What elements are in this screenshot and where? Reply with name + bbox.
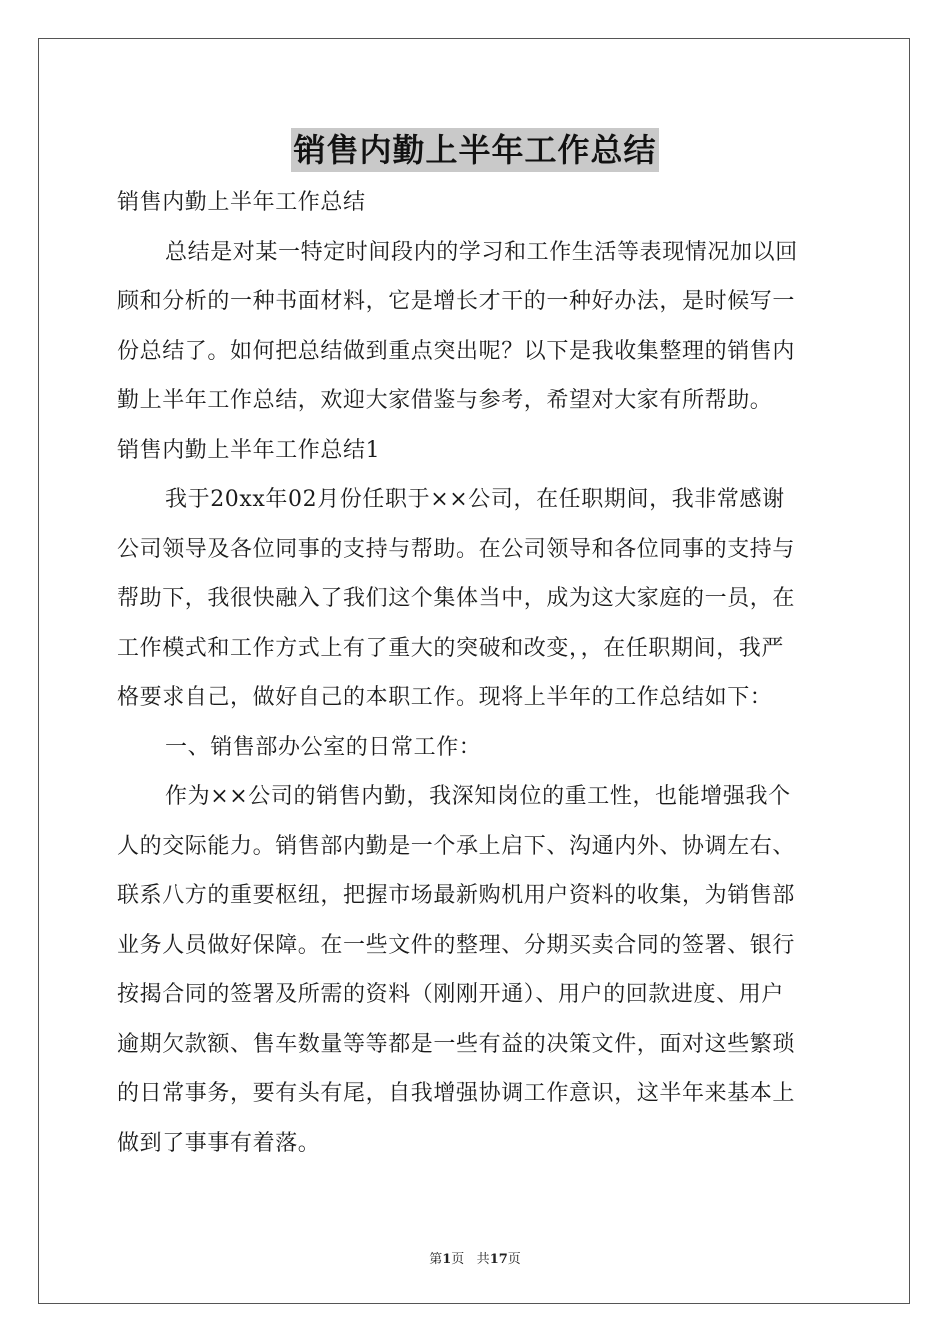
page-footer [0,1248,950,1267]
document-body [117,178,837,1168]
footer-total-prefix: 共 [476,1252,490,1267]
text-line: 格要求自己，做好自己的本职工作。现将上半年的工作总结如下： [117,685,773,710]
text-line: 一、销售部办公室的日常工作： [165,734,482,760]
footer-page-suffix: 页 [451,1252,465,1267]
footer-page-total: 17 [489,1252,508,1267]
text-line: 作为××公司的销售内勤，我深知岗位的重工性，也能增强我个 [165,784,791,809]
text-line: 销售内勤上半年工作总结1 [117,437,381,463]
text-line: 联系八方的重要枢纽，把握市场最新购机用户资料的收集，为销售部 [117,883,796,908]
text-line: 做到了事事有着落。 [117,1130,321,1156]
document-title: 销售内勤上半年工作总结 [291,128,658,172]
text-line: 顾和分析的一种书面材料，它是增长才干的一种好办法，是时候写一 [117,289,796,314]
text-line: 帮助下，我很快融入了我们这个集体当中，成为这大家庭的一员，在 [117,586,796,611]
title-container [0,128,950,172]
text-line: 总结是对某一特定时间段内的学习和工作生活等表现情况加以回 [165,239,798,265]
text-line: 份总结了。如何把总结做到重点突出呢？以下是我收集整理的销售内 [117,338,796,364]
text-line: 逾期欠款额、售车数量等等都是一些有益的决策文件，面对这些繁琐 [117,1031,796,1057]
text-line: 人的交际能力。销售部内勤是一个承上启下、沟通内外、协调左右、 [117,833,796,859]
footer-page-prefix: 第 [429,1252,443,1267]
text-line: 业务人员做好保障。在一些文件的整理、分期买卖合同的签署、银行 [117,932,796,958]
text-line: 按揭合同的签署及所需的资料（刚刚开通）、用户的回款进度、用户 [117,982,785,1007]
text-line: 我于20xx年02月份任职于××公司，在任职期间，我非常感谢 [165,487,785,512]
text-line: 销售内勤上半年工作总结 [117,190,366,215]
footer-page-current: 1 [442,1252,452,1267]
footer-total-suffix: 页 [507,1252,521,1267]
text-line: 勤上半年工作总结，欢迎大家借鉴与参考，希望对大家有所帮助。 [117,388,773,413]
text-line: 的日常事务，要有头有尾，自我增强协调工作意识，这半年来基本上 [117,1081,796,1106]
text-line: 工作模式和工作方式上有了重大的突破和改变，，在任职期间，我严 [117,635,785,661]
text-line: 公司领导及各位同事的支持与帮助。在公司领导和各位同事的支持与 [117,536,796,562]
